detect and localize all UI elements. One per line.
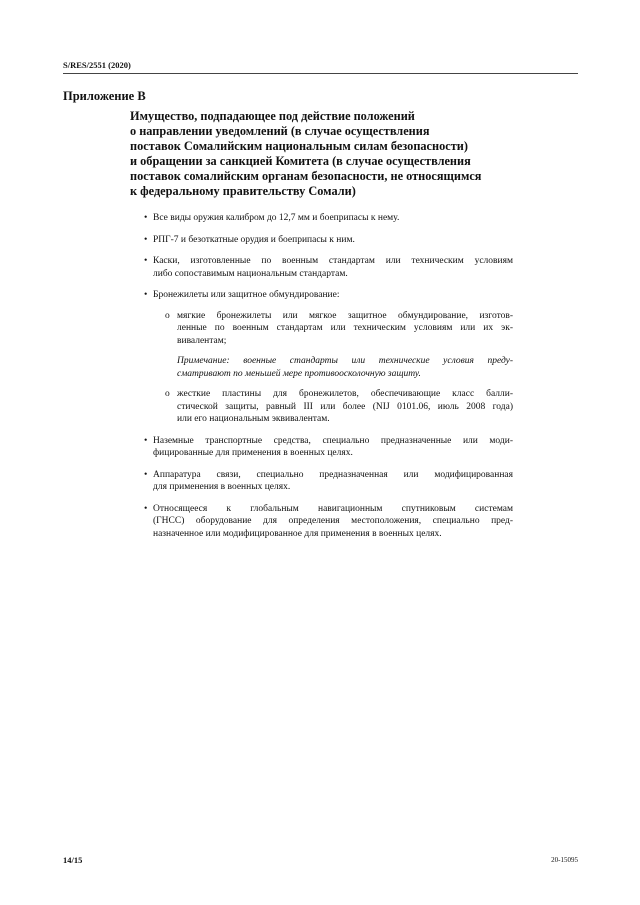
annex-heading-line: и обращении за санкцией Комитета (в случае осуществления — [130, 154, 471, 168]
item-line: жесткие пластины для бронежилетов, обеспечивающие класс балли- — [177, 389, 513, 399]
item-line: или его национальным эквивалентам. — [177, 414, 330, 424]
item-line: Каски, изготовленные по военным стандартам или техническим условиям — [153, 256, 513, 266]
bullet-marker: • — [144, 469, 148, 480]
bullet-marker: • — [144, 213, 148, 223]
list-item-communications — [143, 469, 513, 494]
annex-title: Приложение B — [63, 89, 146, 103]
item-line: либо сопоставимым национальным стандартам. — [153, 268, 348, 279]
sub-item-soft-armour — [143, 310, 513, 348]
item-line: вивалентам; — [177, 335, 227, 346]
sub-marker: o — [165, 310, 170, 321]
item-line: Наземные транспортные средства, специально предназначенные или моди- — [153, 435, 513, 446]
note-line: Примечание: военные стандарты или технические условия преду- — [177, 356, 513, 366]
document-number: 20-15095 — [551, 856, 578, 864]
bullet-marker: • — [144, 435, 148, 446]
item-line: ленные по военным стандартам или техническим условиям или их эк- — [177, 323, 513, 333]
item-line: стической защиты, равный III или более (NIJ 0101.06, июль 2008 года) — [177, 401, 513, 412]
annex-heading-line: поставок Сомалийским национальным силам безопасности) — [130, 139, 468, 153]
item-line: Аппаратура связи, специально предназначенная или модифицированная — [153, 469, 513, 480]
bullet-marker: • — [144, 256, 148, 266]
item-line: (ГНСС) оборудование для определения местоположения, специально пред- — [153, 516, 513, 526]
note-paragraph — [143, 355, 513, 380]
document-symbol: S/RES/2551 (2020) — [63, 60, 131, 70]
bullet-marker: • — [144, 503, 148, 514]
annex-heading-line: поставок сомалийским органам безопасности, не относящимся — [130, 169, 482, 183]
list-item-gnss — [143, 503, 513, 541]
item-line: Относящееся к глобальным навигационным спутниковым системам — [153, 503, 513, 514]
item-line: назначенное или модифицированное для применения в военных целях. — [153, 528, 442, 539]
annex-heading — [130, 109, 550, 199]
annex-heading-line: о направлении уведомлений (в случае осуществления — [130, 124, 430, 138]
sub-marker: o — [165, 389, 170, 399]
item-line: для применения в военных целях. — [153, 482, 291, 492]
header-rule — [63, 73, 578, 74]
annex-heading-line: к федеральному правительству Сомали) — [130, 184, 356, 198]
bullet-marker: • — [144, 290, 148, 300]
item-line: Бронежилеты или защитное обмундирование: — [153, 290, 340, 300]
sub-item-hard-plates — [143, 388, 513, 426]
list-item-vehicles — [143, 435, 513, 460]
list-item-weapons — [143, 212, 513, 225]
page-number: 14/15 — [63, 855, 83, 865]
list-item-body-armour — [143, 289, 513, 302]
item-line: мягкие бронежилеты или мягкое защитное обмундирование, изготов- — [177, 310, 513, 321]
item-line: РПГ-7 и безоткатные орудия и боеприпасы к ним. — [153, 234, 355, 245]
note-line: сматривают по меньшей мере противоосколочную защиту. — [177, 368, 421, 379]
bullet-marker: • — [144, 234, 148, 245]
annex-heading-line: Имущество, подпадающее под действие положений — [130, 109, 415, 123]
item-line: Все виды оружия калибром до 12,7 мм и боеприпасы к нему. — [153, 213, 400, 223]
list-item-rpg — [143, 234, 513, 247]
list-item-helmets — [143, 255, 513, 280]
item-list — [143, 212, 513, 549]
item-line: фицированные для применения в военных целях. — [153, 448, 353, 458]
